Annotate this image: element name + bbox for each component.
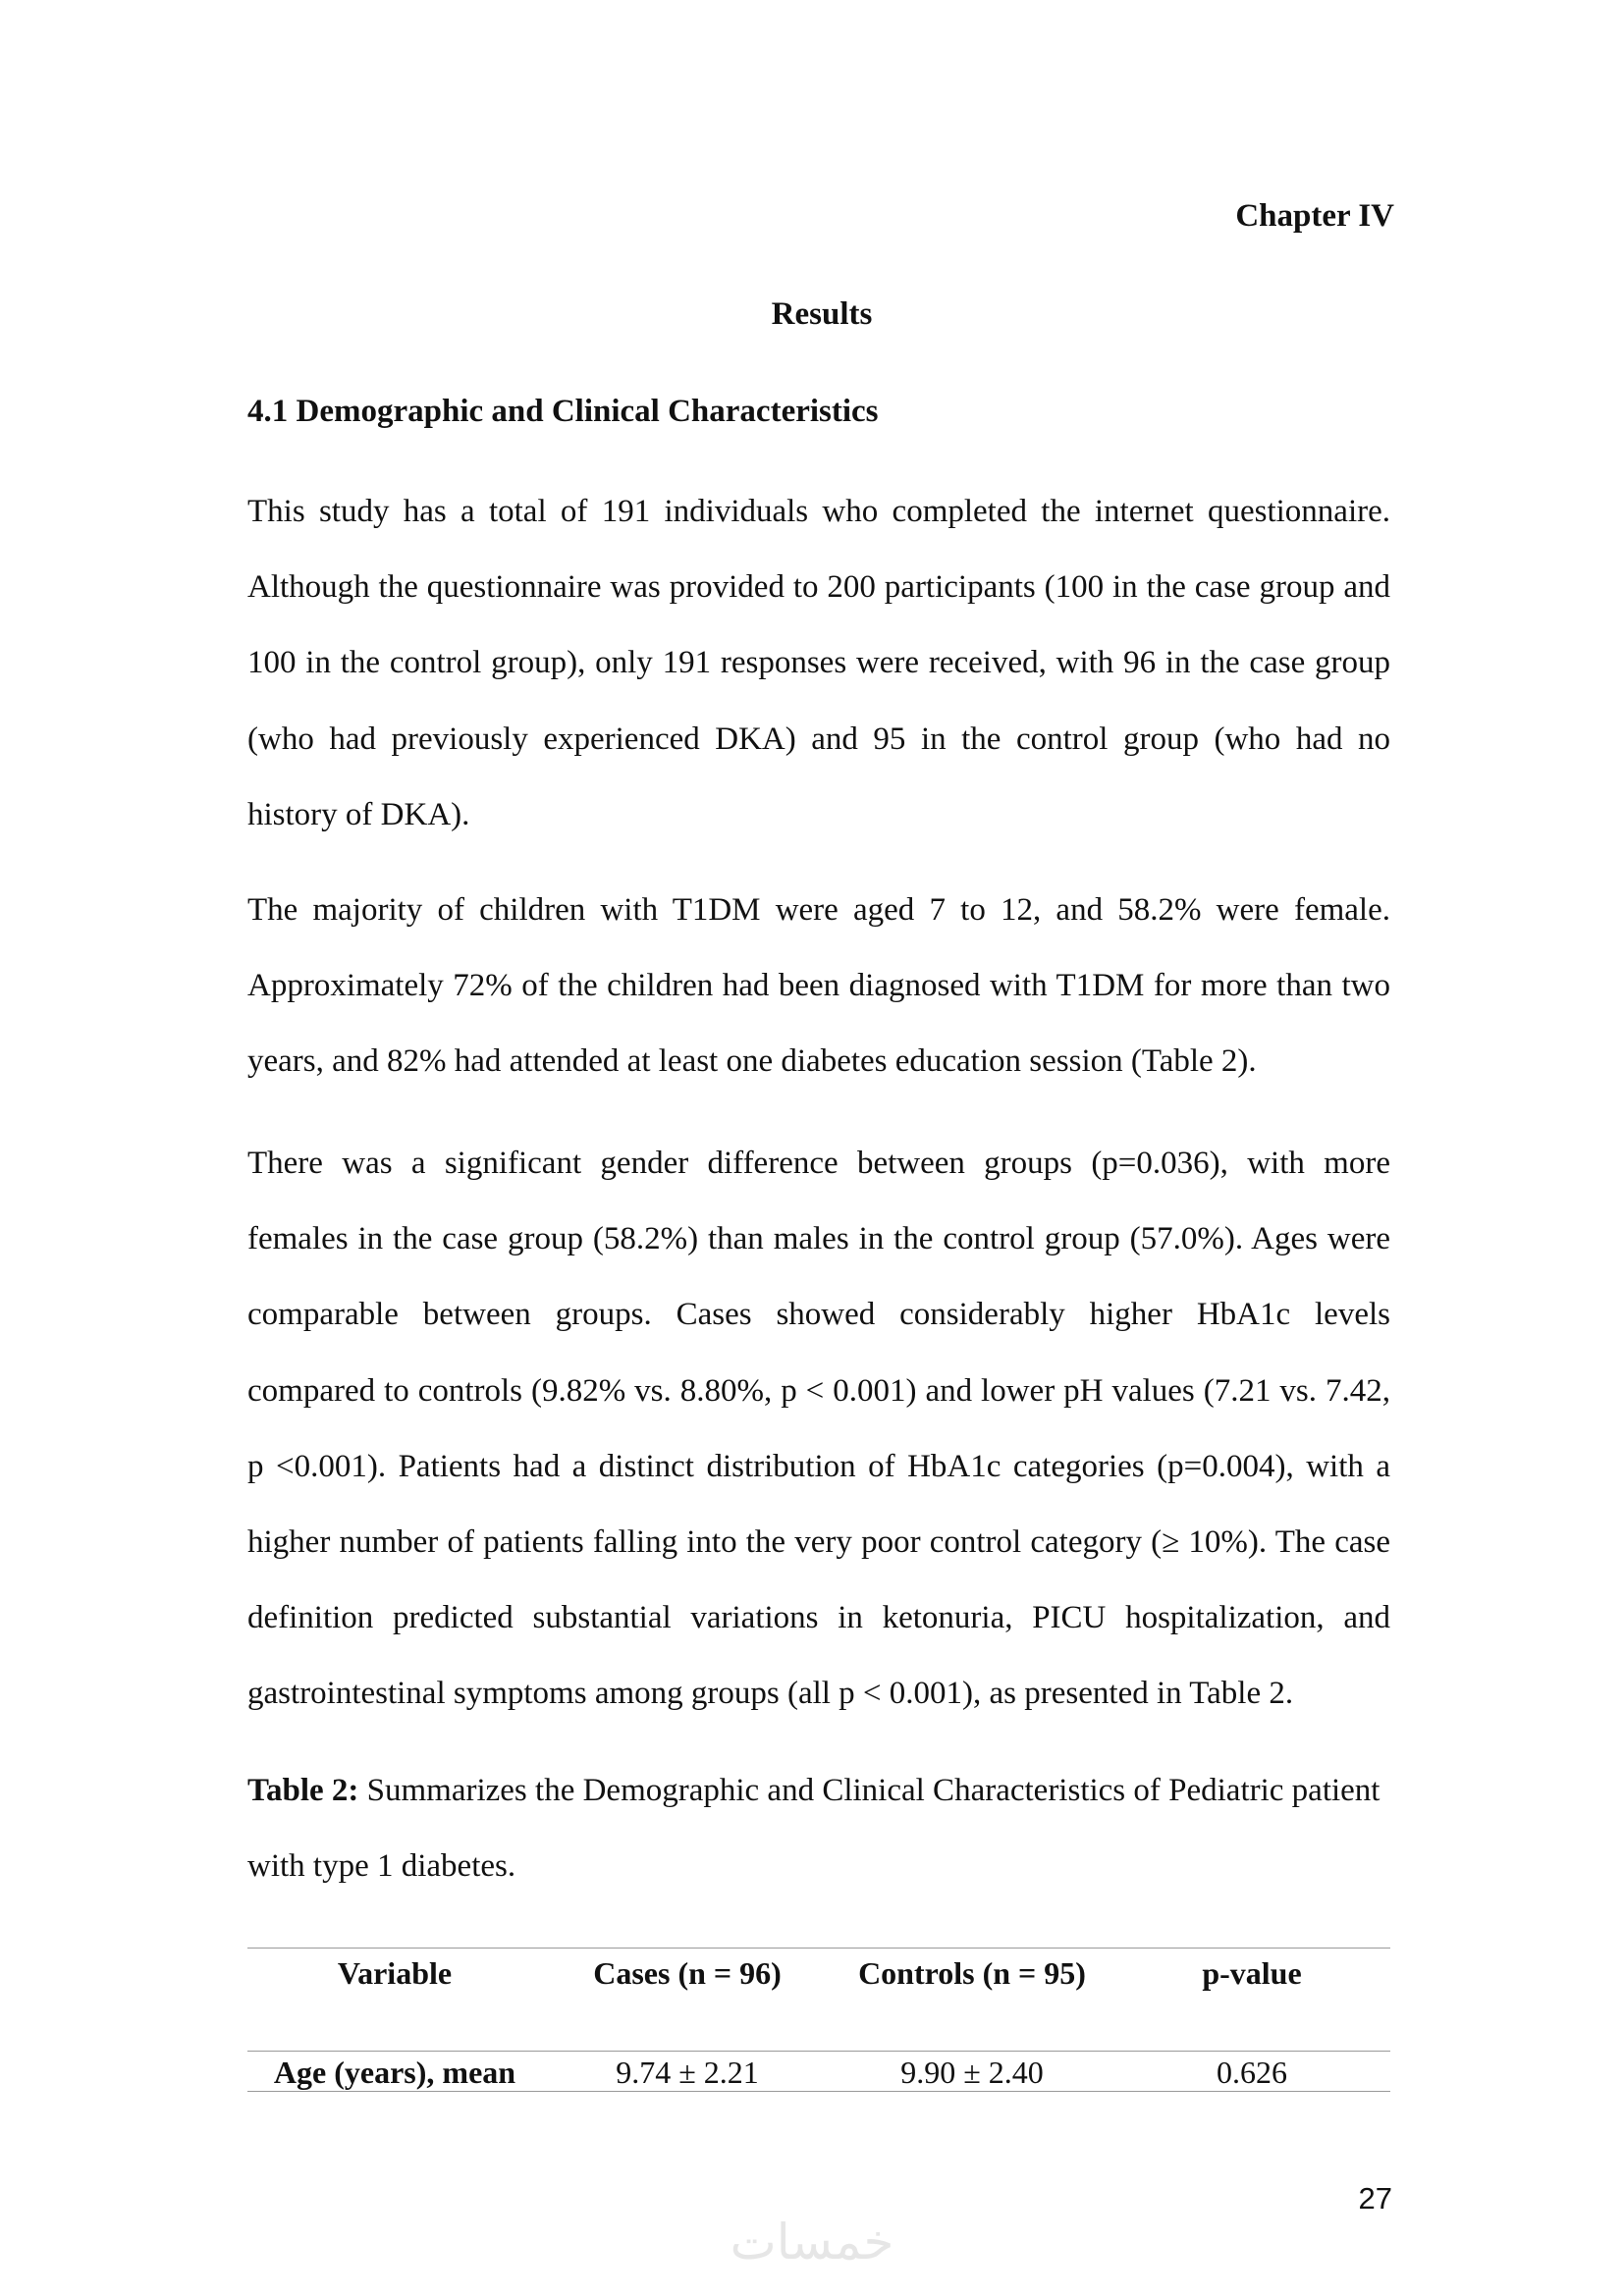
table-header-cell: Variable	[337, 1955, 453, 1991]
page-number: 27	[1358, 2181, 1392, 2216]
table-header-cell: p-value	[1202, 1955, 1302, 1991]
table-cell: 9.74 ± 2.21	[616, 2055, 759, 2090]
paragraph: There was a significant gender difference between groups (p=0.036), with more females in the case group (58.2%) than males in the control group (57.0%). Ages were comparable between groups. Cases showed considerably higher HbA1c levels compared to controls (9.82% vs. 8.80%, p < 0.001) and lower pH values (7.21 vs. 7.42, p <0.001). Patients had a distinct distribution of HbA1c categories (p=0.004), with a higher number of patients falling into the very poor control category (≥ 10%). The case definition predicted substantial variations in ketonuria, PICU hospitalization, and gastrointestinal symptoms among groups (all p < 0.001), as presented in Table 2.	[247, 1146, 1390, 1712]
table-cell: 9.90 ± 2.40	[900, 2055, 1044, 2090]
table-caption-label: Table 2:	[247, 1773, 359, 1808]
watermark-logo: خمسات	[730, 2214, 894, 2270]
table-caption-text: Summarizes the Demographic and Clinical Characteristics of Pediatric patient with type 1 diabetes.	[247, 1773, 1380, 1884]
table-cell: Age (years), mean	[273, 2055, 516, 2090]
chapter-label: Chapter IV	[1235, 198, 1394, 234]
table-caption	[247, 1753, 1390, 1904]
paragraph: This study has a total of 191 individuals who completed the internet questionnaire. Although the questionnaire was provided to 200 participants (100 in the case group and 100 in the control group), only 191 responses were received, with 96 in the case group (who had previously experienced DKA) and 95 in the control group (who had no history of DKA).	[247, 494, 1390, 832]
table-rule	[247, 2051, 1390, 2052]
table-cell: 0.626	[1217, 2055, 1287, 2090]
table-header-cell: Controls (n = 95)	[858, 1955, 1086, 1991]
table-rule	[247, 2091, 1390, 2092]
section-heading: 4.1 Demographic and Clinical Characteristics	[247, 394, 879, 429]
table-header-cell: Cases (n = 96)	[593, 1955, 782, 1991]
page-title: Results	[771, 296, 873, 332]
paragraph: The majority of children with T1DM were aged 7 to 12, and 58.2% were female. Approximately 72% of the children had been diagnosed with T1DM for more than two years, and 82% had attended at least one diabetes education session (Table 2).	[247, 892, 1390, 1080]
table-rule	[247, 1948, 1390, 1949]
